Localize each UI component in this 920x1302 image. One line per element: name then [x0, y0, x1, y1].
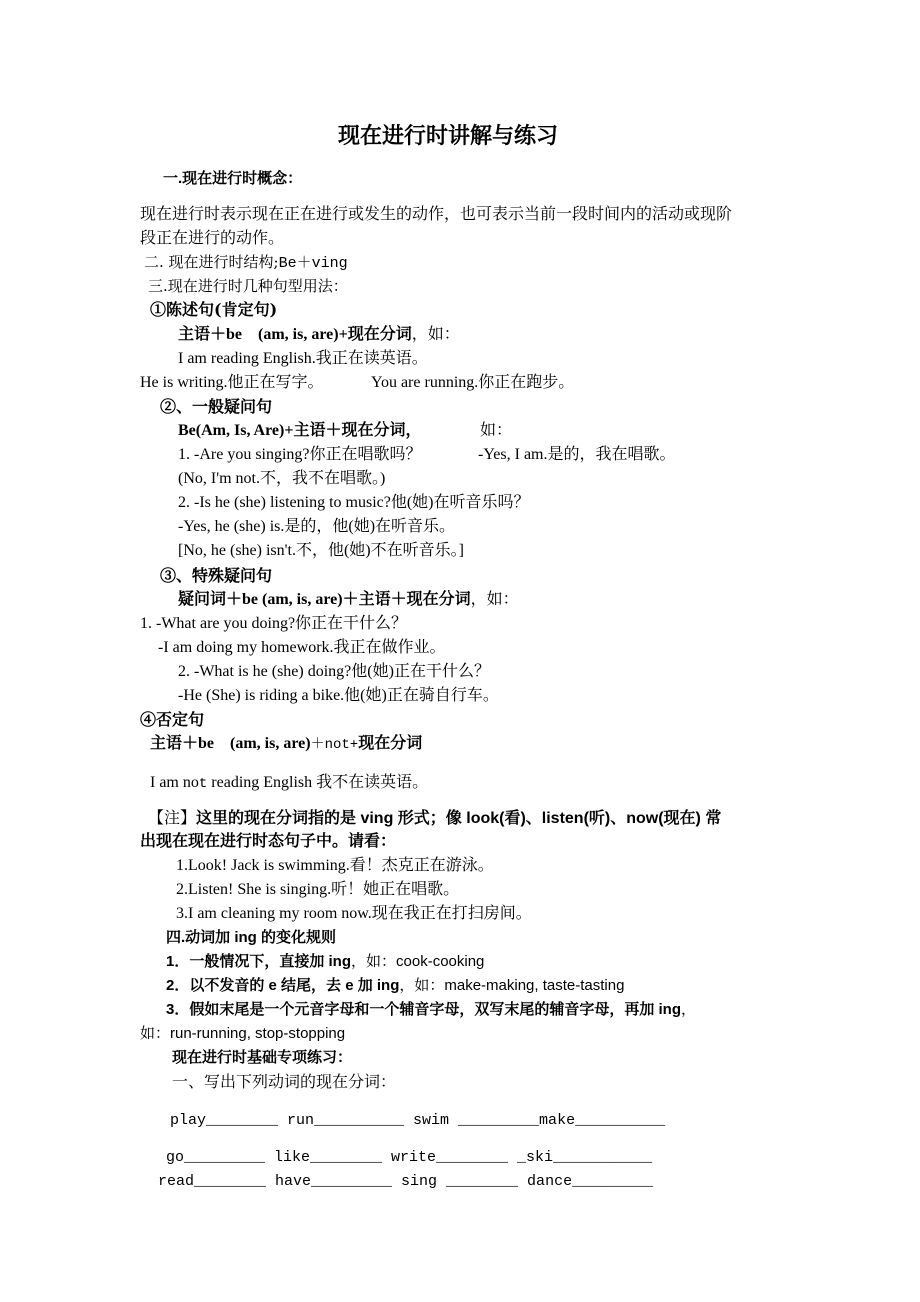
rule-1-main: 1．一般情况下，直接加 ing — [166, 953, 352, 970]
rule-1-example: ，如：cook-cooking — [351, 953, 485, 970]
wh-question-example-1: 1. -What are you doing?你正在干什么？ — [140, 615, 408, 632]
negative-example-part-2: t — [198, 776, 208, 792]
exercise-row-3: read________ have_________ sing ________ dance_________ — [158, 1173, 654, 1190]
negative-formula-not: ＋not+ — [310, 737, 359, 753]
negative-example-part-1: I am no — [150, 774, 199, 791]
wh-question-formula-suffix: ，如： — [470, 591, 519, 608]
note-text-1: 这里的现在分词指的是 ving 形式；像 look(看)、listen(听)、now(现在) 常 — [196, 810, 722, 827]
section-2-formula: Be＋ving — [278, 255, 348, 272]
section-1-text-line-2: 段正在进行的动作。 — [140, 228, 285, 247]
yes-no-formula-suffix: 如： — [480, 422, 513, 439]
positive-example-3: You are running.你正在跑步。 — [371, 374, 575, 391]
rule-3-main: 3．假如末尾是一个元音字母和一个辅音字母，双写末尾的辅音字母，再加 ing — [166, 1001, 682, 1018]
positive-example-2: He is writing.他正在写字。 — [140, 374, 324, 391]
yes-no-example-5: [No, he (she) isn't.不，他(她)不在听音乐。] — [178, 542, 464, 559]
wh-question-example-4: -He (She) is riding a bike.他(她)正在骑自行车。 — [178, 687, 499, 704]
negative-example-part-3: reading English 我不在读英语。 — [207, 774, 429, 791]
yes-no-example-1-answer: -Yes, I am.是的，我在唱歌。 — [478, 446, 676, 463]
yes-no-example-1: 1. -Are you singing?你正在唱歌吗？ — [178, 446, 422, 463]
wh-question-heading: ③、特殊疑问句 — [160, 566, 273, 585]
note-example-3: 3.I am cleaning my room now.现在我正在打扫房间。 — [176, 905, 532, 922]
practice-task-1: 一、写出下列动词的现在分词： — [172, 1072, 397, 1091]
wh-question-example-2: -I am doing my homework.我正在做作业。 — [158, 639, 446, 656]
exercise-row-1: play________ run__________ swim _________make__________ — [170, 1112, 666, 1129]
negative-heading: ④否定句 — [140, 710, 205, 729]
note-example-1: 1.Look! Jack is swimming.看！杰克正在游泳。 — [176, 857, 494, 874]
rule-3 — [166, 999, 696, 1021]
rule-3-example: 如：run-running, stop-stopping — [140, 1025, 346, 1042]
negative-formula-end: 现在分词 — [358, 735, 423, 752]
wh-question-formula — [178, 589, 519, 611]
positive-formula-main: 主语＋be (am, is, are)+现在分词 — [178, 326, 412, 343]
section-2-structure — [144, 251, 348, 275]
section-3-heading: 三.现在进行时几种句型用法： — [148, 277, 348, 295]
yes-no-example-4: -Yes, he (she) is.是的，他(她)在听音乐。 — [178, 518, 456, 535]
positive-heading: ①陈述句(肯定句) — [150, 300, 278, 319]
exercise-row-2: go_________ like________ write________ _ski___________ — [166, 1149, 653, 1166]
yes-no-example-3: 2. -Is he (she) listening to music?他(她)在听音乐吗？ — [178, 494, 530, 511]
positive-formula-suffix: ，如： — [411, 326, 460, 343]
rule-1 — [166, 951, 484, 973]
yes-no-formula: Be(Am, Is, Are)+主语＋现在分词， — [178, 422, 422, 439]
positive-formula — [178, 324, 460, 346]
note-example-2: 2.Listen! She is singing.听！她正在唱歌。 — [176, 881, 460, 898]
rule-2-example: ，如：make-making, taste-tasting — [399, 977, 625, 994]
wh-question-example-3: 2. -What is he (she) doing?他(她)正在干什么？ — [178, 663, 490, 680]
yes-no-example-2: (No, I'm not.不，我不在唱歌。) — [178, 470, 386, 487]
rule-2 — [166, 975, 624, 997]
wh-question-formula-main: 疑问词＋be (am, is, are)＋主语＋现在分词 — [178, 591, 471, 608]
section-2-prefix: 二. 现在进行时结构; — [144, 253, 279, 271]
negative-example — [150, 772, 428, 795]
note-bracket: 【注】 — [148, 808, 197, 827]
note-line-1 — [148, 807, 721, 830]
negative-formula-main: 主语＋be (am, is, are) — [150, 735, 311, 752]
negative-formula — [150, 733, 422, 756]
page-title: 现在进行时讲解与练习 — [338, 124, 559, 149]
section-4-heading: 四.动词加 ing 的变化规则 — [166, 929, 336, 946]
positive-example-1: I am reading English.我正在读英语。 — [178, 350, 428, 367]
yes-no-question-heading: ②、一般疑问句 — [160, 397, 273, 416]
practice-heading: 现在进行时基础专项练习： — [172, 1049, 353, 1066]
section-1-text-line-1: 现在进行时表示现在正在进行或发生的动作，也可表示当前一段时间内的活动或现阶 — [140, 204, 733, 223]
rule-3-comma: ， — [681, 1001, 697, 1018]
note-line-2: 出现在现在进行时态句子中。请看： — [140, 833, 397, 850]
section-1-heading: 一.现在进行时概念： — [163, 170, 303, 187]
rule-2-main: 2．以不发音的 e 结尾，去 e 加 ing — [166, 977, 400, 994]
